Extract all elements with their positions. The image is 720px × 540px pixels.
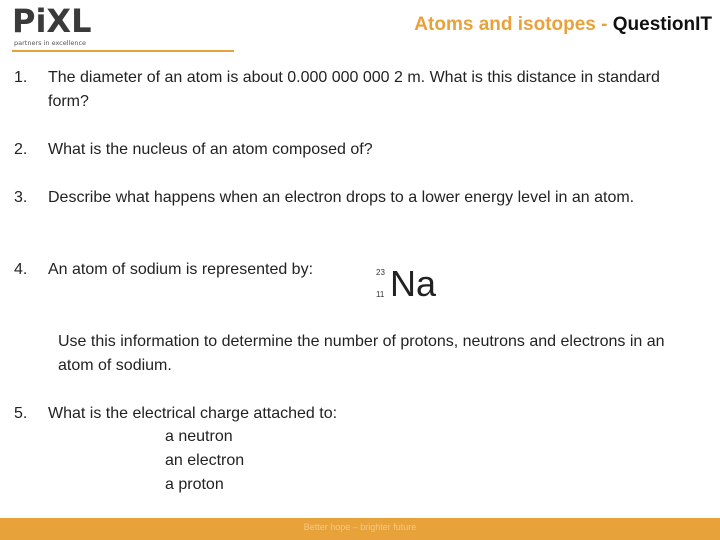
page-title — [414, 14, 712, 36]
mass-number: 23 — [376, 268, 385, 277]
atomic-number: 11 — [376, 290, 385, 299]
logo-tagline: partners in excellence — [14, 39, 87, 47]
question-text: What is the electrical charge attached to: — [48, 405, 338, 422]
question-1 — [14, 66, 684, 114]
footer-slogan: Better hope – brighter future — [303, 522, 417, 532]
question-text: The diameter of an atom is about 0.000 000 000 2 m. What is this distance in standard form? — [48, 69, 660, 110]
question-text: An atom of sodium is represented by: — [48, 261, 314, 278]
question-text: What is the nucleus of an atom composed of? — [48, 141, 373, 158]
question-number: 2. — [14, 141, 28, 158]
charge-item: a neutron — [165, 428, 233, 445]
question-number: 5. — [14, 405, 28, 422]
question-2 — [14, 138, 684, 162]
question-number: 4. — [14, 261, 28, 278]
pixl-logo — [12, 4, 108, 47]
title-separator: - — [595, 14, 613, 35]
charge-item: a proton — [165, 476, 224, 493]
title-topic: Atoms and isotopes — [414, 14, 596, 35]
question-number: 3. — [14, 189, 28, 206]
sodium-isotope-notation — [376, 263, 446, 308]
question-number: 1. — [14, 69, 28, 86]
footer-bar — [0, 518, 720, 540]
title-suffix: QuestionIT — [612, 14, 712, 35]
charge-item: an electron — [165, 452, 245, 469]
question-3 — [14, 186, 684, 210]
question-4 — [14, 258, 414, 282]
element-symbol: Na — [390, 263, 437, 304]
header-divider — [12, 50, 234, 52]
question-4-followup: Use this information to determine the number of protons, neutrons and electrons in an atom of sodium. — [58, 333, 665, 374]
question-5 — [14, 402, 684, 426]
logo-wordmark: PiXL — [12, 2, 92, 40]
question-text: Describe what happens when an electron drops to a lower energy level in an atom. — [48, 189, 635, 206]
